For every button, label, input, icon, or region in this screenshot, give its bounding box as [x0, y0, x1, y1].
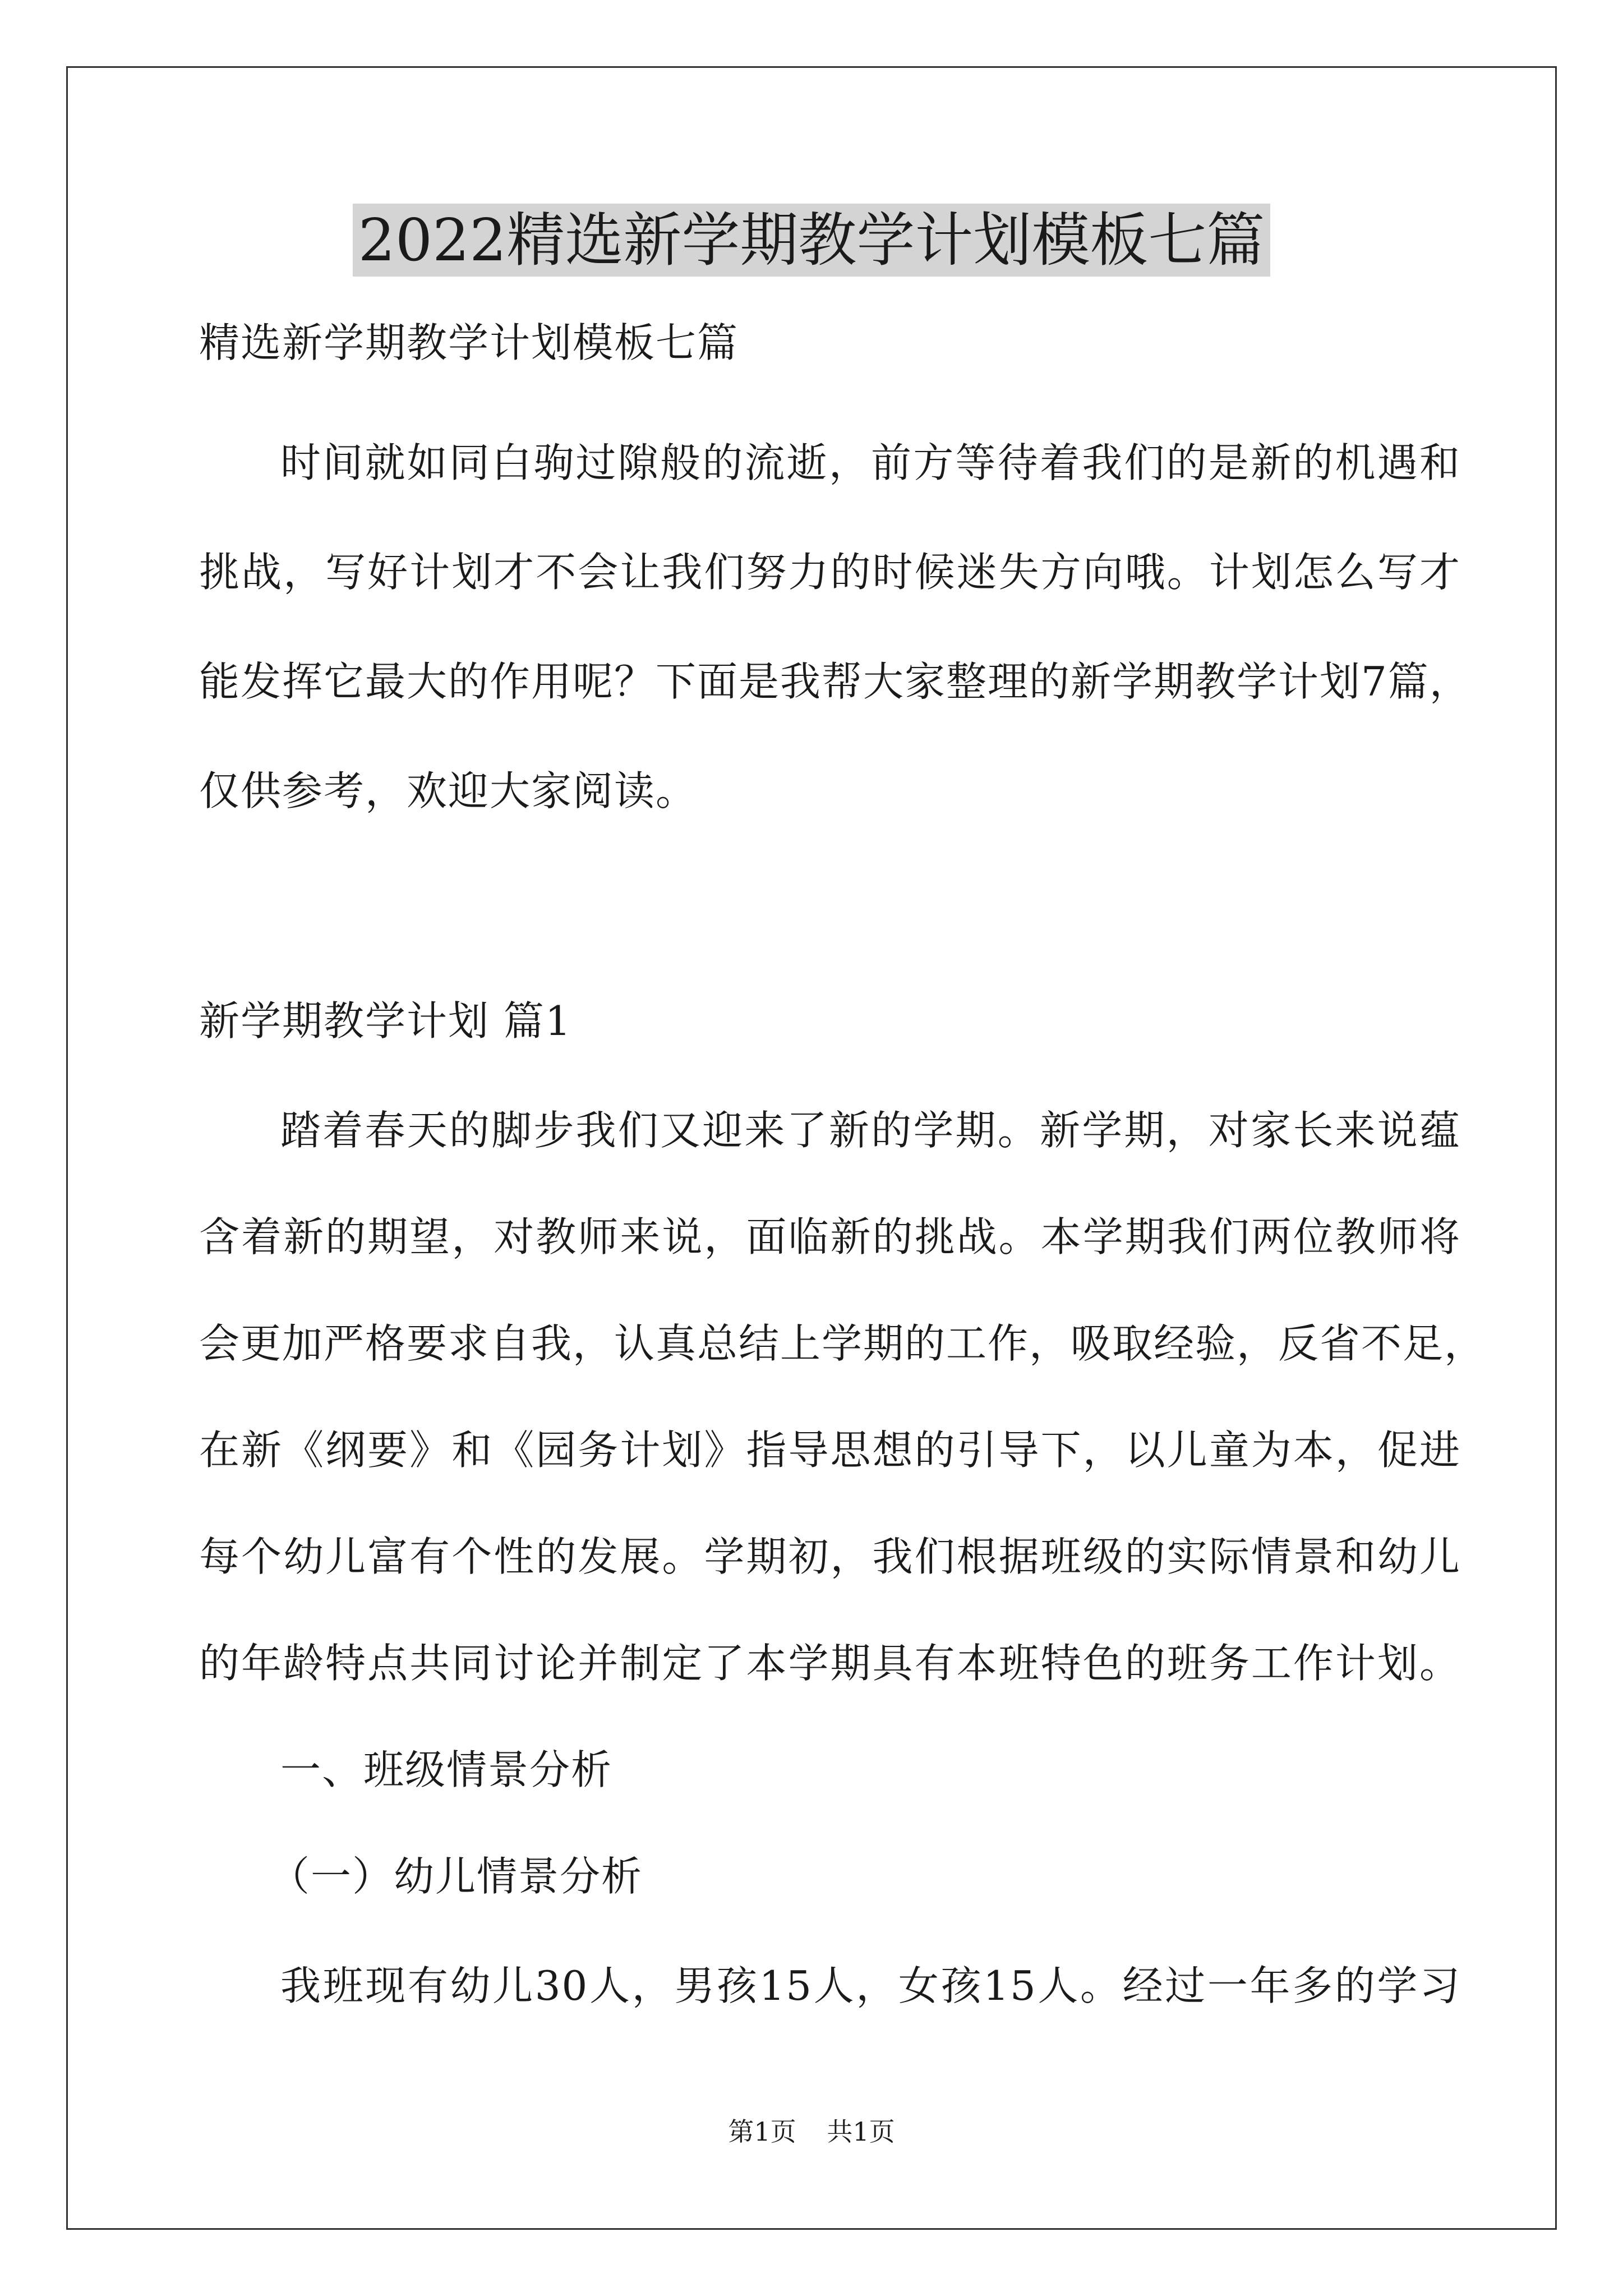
intro-line: 时间就如同白驹过隙般的流逝，前方等待着我们的是新的机遇和: [280, 439, 1461, 486]
document-title: 2022精选新学期教学计划模板七篇: [0, 201, 1623, 279]
intro-line: 挑战，写好计划才不会让我们努力的时候迷失方向哦。计划怎么写才: [199, 549, 1461, 596]
section-line: 的年龄特点共同讨论并制定了本学期具有本班特色的班务工作计划。: [199, 1640, 1461, 1687]
section-line: 会更加严格要求自我，认真总结上学期的工作，吸取经验，反省不足，: [199, 1320, 1486, 1367]
intro-line: 仅供参考，欢迎大家阅读。: [199, 767, 698, 815]
page-number-total: 共1页: [827, 2116, 895, 2147]
intro-line: 能发挥它最大的作用呢？下面是我帮大家整理的新学期教学计划7篇，: [199, 658, 1471, 705]
page-footer: [0, 2115, 1623, 2148]
heading-child-analysis: （一）幼儿情景分析: [269, 1853, 643, 1900]
body-line: 我班现有幼儿30人，男孩15人，女孩15人。经过一年多的学习: [280, 1962, 1461, 2009]
page-number-current: 第1页: [728, 2116, 796, 2147]
document-subtitle: 精选新学期教学计划模板七篇: [199, 319, 739, 366]
heading-class-analysis: 一、班级情景分析: [280, 1746, 613, 1793]
section-heading: 新学期教学计划 篇1: [199, 997, 572, 1045]
section-line: 每个幼儿富有个性的发展。学期初，我们根据班级的实际情景和幼儿: [199, 1533, 1461, 1580]
section-line: 在新《纲要》和《园务计划》指导思想的引导下，以儿童为本，促进: [199, 1427, 1461, 1474]
section-line: 含着新的期望，对教师来说，面临新的挑战。本学期我们两位教师将: [199, 1213, 1461, 1260]
section-line: 踏着春天的脚步我们又迎来了新的学期。新学期，对家长来说蕴: [280, 1107, 1461, 1154]
